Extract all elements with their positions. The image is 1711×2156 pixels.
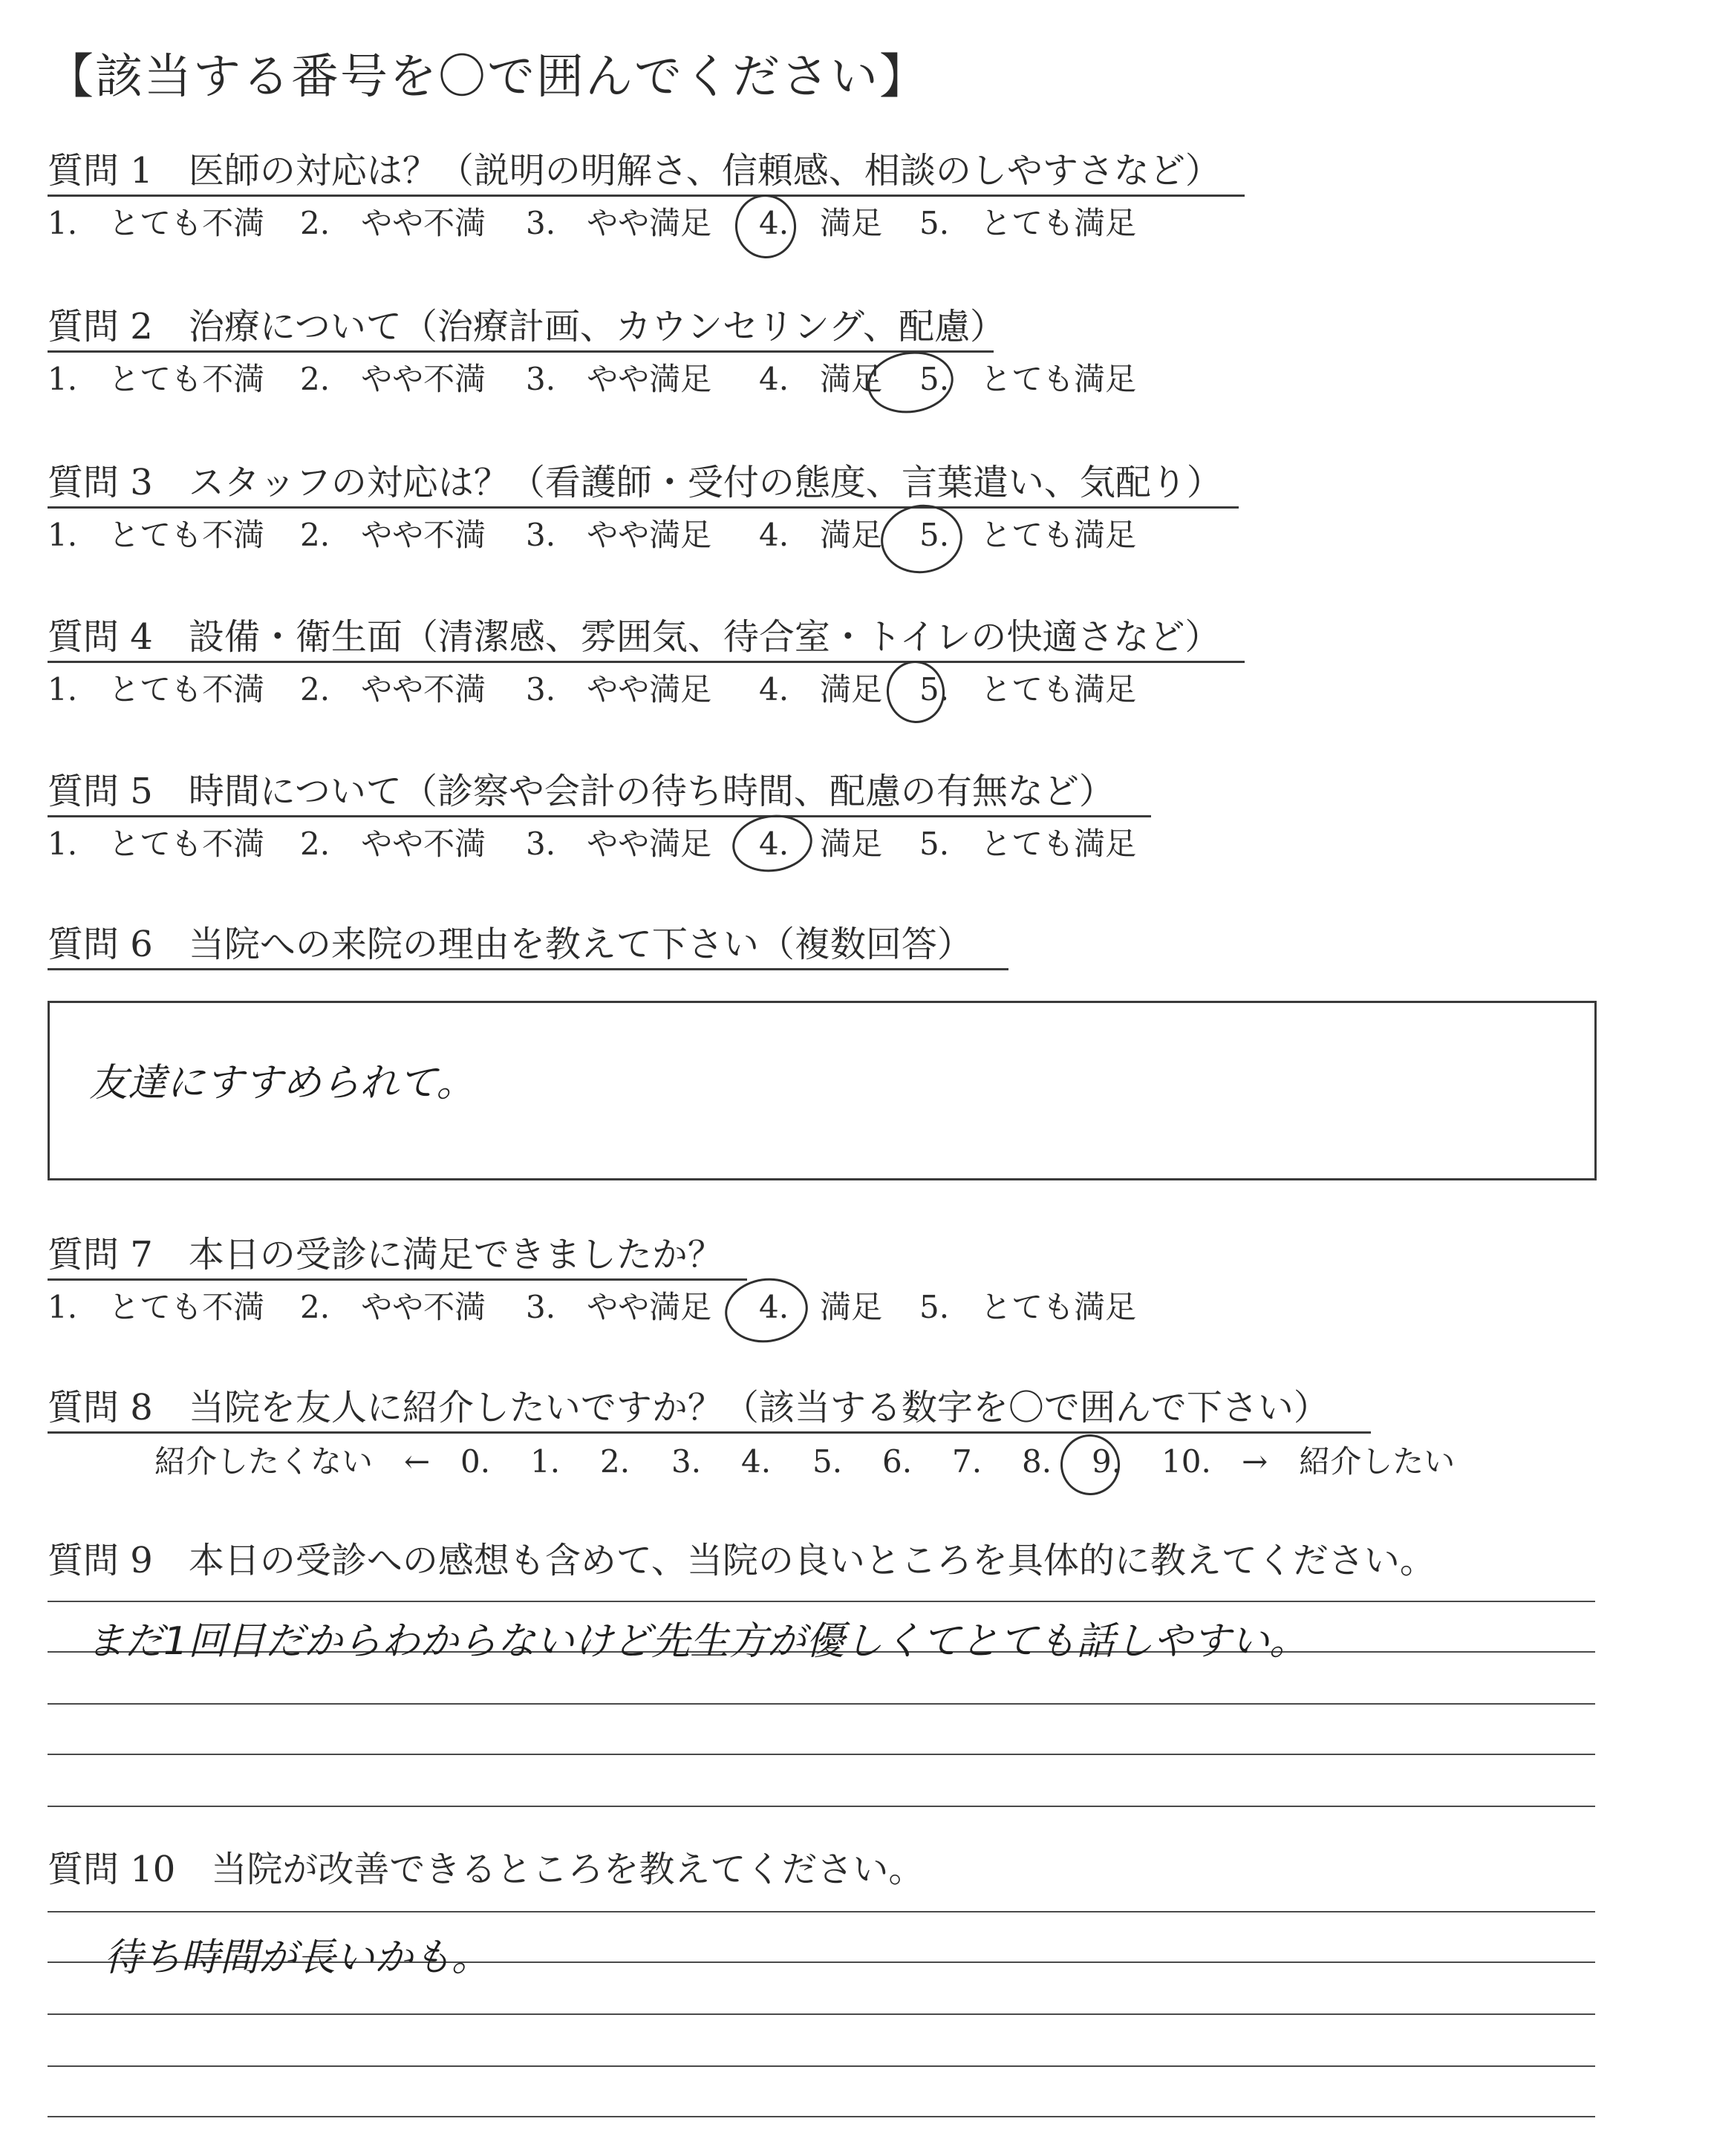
selection-circle bbox=[731, 191, 800, 263]
option-2[interactable]: 2. やや不満 bbox=[300, 1289, 486, 1325]
handwritten-answer: まだ1回目だからわからないけど先生方が優しくてとても話しやすい。 bbox=[86, 1619, 1308, 1664]
selection-circle bbox=[864, 346, 957, 418]
handwritten-answer: 待ち時間が長いかも。 bbox=[104, 1936, 491, 1980]
divider bbox=[48, 1431, 1371, 1434]
scale-number-8[interactable]: 8. bbox=[1022, 1443, 1052, 1480]
answer-line bbox=[48, 1703, 1595, 1705]
scale-number-6[interactable]: 6. bbox=[882, 1443, 913, 1480]
option-4[interactable]: 4. 満足 bbox=[759, 361, 883, 397]
question-text: 医師の対応は？（説明の明解さ、信頼感、相談のしやすさなど） bbox=[188, 150, 1221, 192]
divider bbox=[48, 350, 994, 353]
divider bbox=[48, 815, 1151, 817]
option-5[interactable]: 5. とても満足 bbox=[919, 671, 1137, 708]
option-3[interactable]: 3. やや満足 bbox=[526, 517, 712, 553]
question-number: 質問 1 bbox=[48, 150, 153, 192]
option-5[interactable]: 5. とても満足 bbox=[919, 1289, 1137, 1325]
scale-number-5[interactable]: 5. bbox=[812, 1443, 843, 1480]
selection-circle bbox=[1057, 1431, 1124, 1499]
scale-number-7[interactable]: 7. bbox=[952, 1443, 982, 1480]
option-4[interactable]: 4. 満足 bbox=[759, 205, 883, 241]
scale-right-label: → 紹介したい bbox=[1242, 1443, 1456, 1480]
question-number: 質問 8 bbox=[48, 1387, 153, 1428]
option-2[interactable]: 2. やや不満 bbox=[300, 671, 486, 708]
question-text: 本日の受診に満足できましたか？ bbox=[188, 1234, 723, 1275]
divider bbox=[48, 506, 1239, 509]
divider bbox=[48, 195, 1245, 197]
question-number: 質問 4 bbox=[48, 616, 153, 658]
question-1-heading bbox=[48, 150, 1221, 192]
option-5[interactable]: 5. とても満足 bbox=[919, 205, 1137, 241]
answer-line bbox=[48, 1601, 1595, 1602]
question-8-heading bbox=[48, 1387, 1329, 1428]
answer-line bbox=[48, 2013, 1595, 2015]
option-5[interactable]: 5. とても満足 bbox=[919, 826, 1137, 862]
scale-number-9[interactable]: 9. bbox=[1092, 1443, 1122, 1480]
option-2[interactable]: 2. やや不満 bbox=[300, 826, 486, 862]
answer-line bbox=[48, 2116, 1595, 2117]
question-number: 質問 2 bbox=[48, 306, 153, 347]
divider bbox=[48, 661, 1245, 663]
scale-number-2[interactable]: 2. bbox=[600, 1443, 630, 1480]
selection-circle bbox=[729, 810, 816, 877]
option-2[interactable]: 2. やや不満 bbox=[300, 517, 486, 553]
option-4[interactable]: 4. 満足 bbox=[759, 826, 883, 862]
scale-number-1[interactable]: 1. bbox=[530, 1443, 561, 1480]
option-1[interactable]: 1. とても不満 bbox=[48, 1289, 265, 1325]
question-number: 質問 9 bbox=[48, 1540, 153, 1581]
question-4-heading bbox=[48, 616, 1221, 658]
option-4[interactable]: 4. 満足 bbox=[759, 1289, 883, 1325]
selection-circle bbox=[721, 1273, 812, 1348]
question-number: 質問 10 bbox=[48, 1849, 176, 1890]
option-1[interactable]: 1. とても不満 bbox=[48, 671, 265, 708]
question-6-heading bbox=[48, 924, 973, 965]
question-number: 質問 5 bbox=[48, 771, 153, 812]
question-text: スタッフの対応は？（看護師・受付の態度、言葉遣い、気配り） bbox=[188, 462, 1222, 503]
question-number: 質問 7 bbox=[48, 1234, 153, 1275]
option-2[interactable]: 2. やや不満 bbox=[300, 205, 486, 241]
option-5[interactable]: 5. とても満足 bbox=[919, 361, 1137, 397]
question-text: 当院を友人に紹介したいですか？（該当する数字を〇で囲んで下さい） bbox=[188, 1387, 1329, 1428]
option-1[interactable]: 1. とても不満 bbox=[48, 826, 265, 862]
recommend-scale bbox=[154, 1443, 1491, 1483]
option-3[interactable]: 3. やや満足 bbox=[526, 361, 712, 397]
scale-left-label: 紹介したくない ← bbox=[154, 1443, 431, 1480]
scale-number-3[interactable]: 3. bbox=[671, 1443, 702, 1480]
answer-line bbox=[48, 2065, 1595, 2067]
scale-number-0[interactable]: 0. bbox=[460, 1443, 491, 1480]
question-7-heading bbox=[48, 1234, 723, 1275]
option-4[interactable]: 4. 満足 bbox=[759, 671, 883, 708]
option-1[interactable]: 1. とても不満 bbox=[48, 205, 265, 241]
scale-number-4[interactable]: 4. bbox=[741, 1443, 772, 1480]
question-text: 当院への来院の理由を教えて下さい（複数回答） bbox=[188, 924, 973, 965]
option-3[interactable]: 3. やや満足 bbox=[526, 826, 712, 862]
answer-line bbox=[48, 1806, 1595, 1807]
divider bbox=[48, 1278, 747, 1281]
selection-circle bbox=[883, 657, 949, 727]
divider bbox=[48, 968, 1008, 970]
question-number: 質問 3 bbox=[48, 462, 153, 503]
question-5-heading bbox=[48, 771, 1115, 812]
answer-line bbox=[48, 1911, 1595, 1912]
option-3[interactable]: 3. やや満足 bbox=[526, 1289, 712, 1325]
option-4[interactable]: 4. 満足 bbox=[759, 517, 883, 553]
option-5[interactable]: 5. とても満足 bbox=[919, 517, 1137, 553]
page-title: 【該当する番号を〇で囲んでください】 bbox=[46, 50, 928, 105]
question-10-heading bbox=[48, 1849, 925, 1890]
question-text: 本日の受診への感想も含めて、当院の良いところを具体的に教えてください。 bbox=[188, 1540, 1435, 1581]
question-3-heading bbox=[48, 462, 1222, 503]
question-text: 時間について（診察や会計の待ち時間、配慮の有無など） bbox=[188, 771, 1115, 812]
question-9-heading bbox=[48, 1540, 1435, 1581]
answer-line bbox=[48, 1754, 1595, 1755]
question-text: 当院が改善できるところを教えてください。 bbox=[211, 1849, 925, 1890]
option-2[interactable]: 2. やや不満 bbox=[300, 361, 486, 397]
option-1[interactable]: 1. とても不満 bbox=[48, 361, 265, 397]
selection-circle bbox=[876, 500, 967, 578]
option-3[interactable]: 3. やや満足 bbox=[526, 671, 712, 708]
scale-number-10[interactable]: 10. bbox=[1161, 1443, 1211, 1480]
question-2-heading bbox=[48, 306, 1006, 347]
question-text: 治療について（治療計画、カウンセリング、配慮） bbox=[188, 306, 1006, 347]
option-1[interactable]: 1. とても不満 bbox=[48, 517, 265, 553]
option-3[interactable]: 3. やや満足 bbox=[526, 205, 712, 241]
question-number: 質問 6 bbox=[48, 924, 153, 965]
question-text: 設備・衛生面（清潔感、雰囲気、待合室・トイレの快適さなど） bbox=[188, 616, 1221, 658]
handwritten-answer: 友達にすすめられて。 bbox=[89, 1061, 475, 1105]
